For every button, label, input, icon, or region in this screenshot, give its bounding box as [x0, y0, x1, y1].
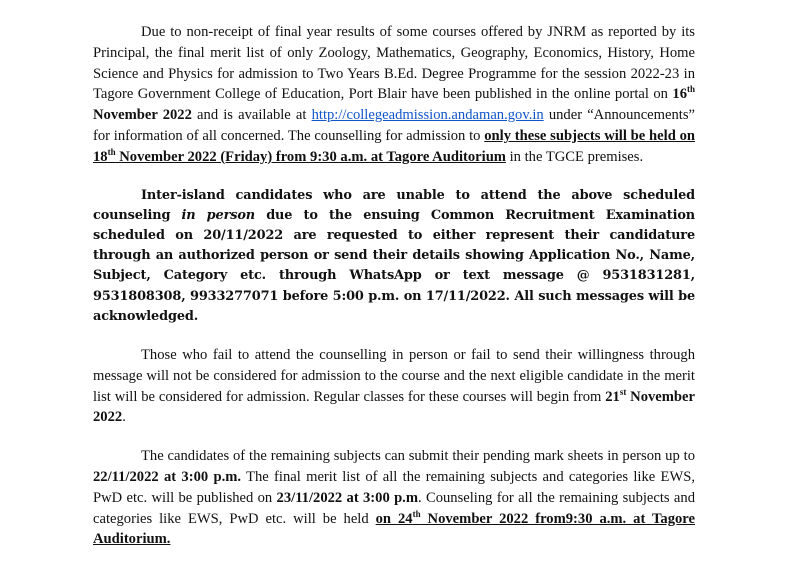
publish-date-day: 16 [672, 86, 687, 103]
paragraph-remaining-subjects [93, 446, 695, 550]
marksheet-deadline: 22/11/2022 at 3:00 p.m. [93, 468, 242, 485]
p3-text-1: Those who fail to attend the counselling in person or fail to send their willingness through message will not be considered for admission to the course and the next eligible candidate in the merit list will be considered for admission. Regular classes for these courses will begin from [93, 347, 695, 405]
publish-date-sup: th [686, 84, 695, 95]
p4-text-2: The final merit list of all the remaining subjects and categories like EWS, PwD etc. will be published on [93, 468, 695, 506]
paragraph-inter-island [93, 186, 695, 327]
paragraph-results-notice [93, 22, 695, 168]
admission-portal-link[interactable]: http://collegeadmission.andaman.gov.in [311, 107, 544, 124]
notice-document [93, 22, 695, 550]
p4-text-3: . Counseling for all the remaining subjects and categories like EWS, PwD etc. will be held [93, 489, 695, 527]
p1-text-2: and is available at [191, 107, 312, 124]
p4-text-1: The candidates of the remaining subjects can submit their pending mark sheets in person up to [141, 448, 695, 465]
counselling-schedule-sup: th [107, 146, 116, 157]
classes-begin-day: 21 [605, 388, 620, 405]
publish-date-rest: November 2022 [93, 107, 192, 124]
p2-text-2: due to the ensuing Common Recruitment Examination scheduled on 20/11/2022 are requested to either represent their candidature through an authorized person or send their details showing Application No., Name, Subject, Category etc. through WhatsApp or text message @ 9531831281, 9531808308, 9933277071 before 5:00 p.m. on 17/11/2022. All such messages will be acknowledged. [93, 207, 695, 324]
classes-begin-sup: st [619, 386, 627, 397]
remaining-counselling-b: November 2022 from9:30 a.m. at Tagore Auditorium. [93, 510, 695, 548]
remaining-counselling-a: on 24 [375, 510, 413, 527]
p2-text-1: Inter-island candidates who are unable to attend the above scheduled counseling [93, 187, 695, 223]
p3-text-2: . [122, 409, 126, 426]
p1-text-4: in the TGCE premises. [505, 148, 644, 165]
counselling-schedule-a: only these subjects will be held on 18 [93, 127, 695, 165]
remaining-counselling-sup: th [412, 508, 421, 519]
paragraph-failure-notice [93, 345, 695, 428]
p2-emphasis: in person [181, 207, 256, 223]
p1-text-1: Due to non-receipt of final year results of some courses offered by JNRM as reported by its Principal, the final merit list of only Zoology, Mathematics, Geography, Economics, History, Home Science and Physics for admission to Two Years B.Ed. Degree Programme for the session 2022-23 in Tagore Government College of Education, Port Blair have been published in the online portal on [93, 24, 695, 103]
classes-begin-rest: November 2022 [93, 388, 695, 426]
merit-list-date: 23/11/2022 at 3:00 p.m [276, 489, 418, 506]
counselling-schedule-b: November 2022 (Friday) from 9:30 a.m. at Tagore Auditorium [115, 148, 506, 165]
p1-text-3: under “Announcements” for information of all concerned. The counselling for admission to [93, 107, 695, 144]
